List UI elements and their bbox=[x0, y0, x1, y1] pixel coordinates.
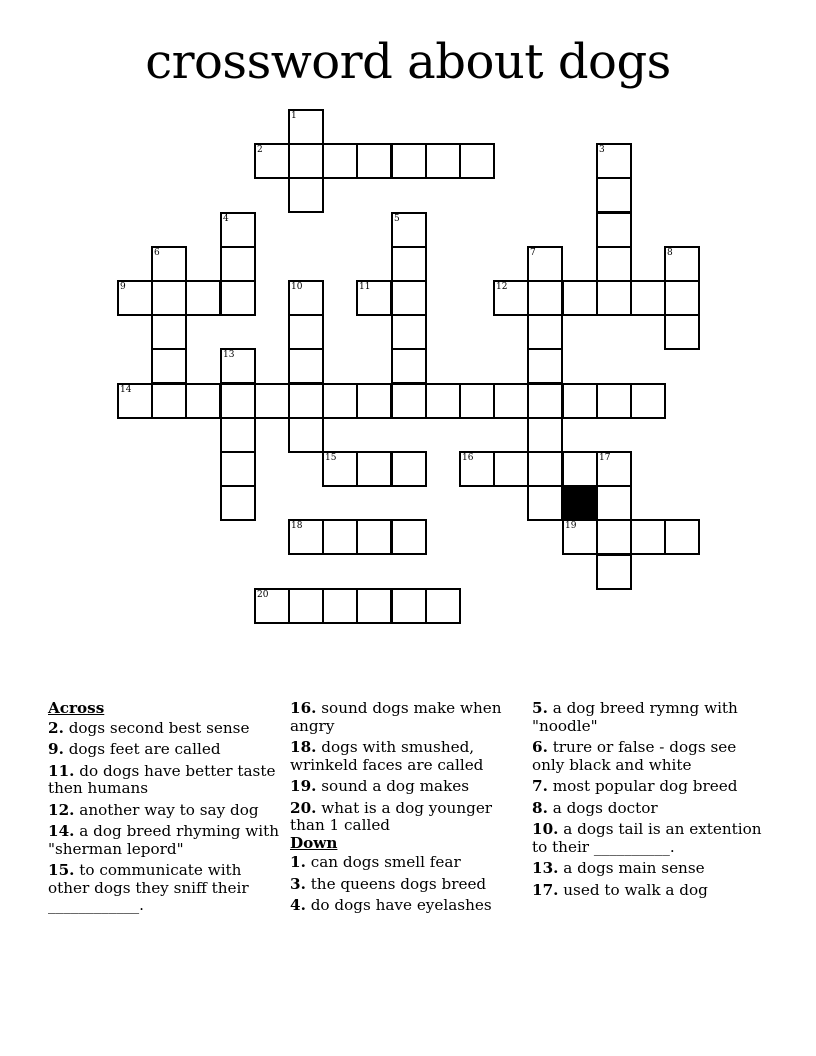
clue-number: 6 bbox=[154, 248, 160, 258]
grid-cell[interactable] bbox=[288, 383, 324, 419]
clue-across-2: 2. dogs second best sense bbox=[48, 718, 250, 737]
grid-cell[interactable] bbox=[391, 588, 427, 624]
grid-cell[interactable] bbox=[322, 143, 358, 179]
grid-cell[interactable] bbox=[425, 383, 461, 419]
grid-cell[interactable] bbox=[527, 485, 563, 521]
grid-cell[interactable] bbox=[493, 383, 529, 419]
clue-across-19: 19. sound a dog makes bbox=[290, 777, 470, 795]
clue-down-3: 3. the queens dogs breed bbox=[290, 874, 487, 893]
grid-cell[interactable] bbox=[391, 143, 427, 179]
grid-cell[interactable] bbox=[220, 348, 256, 384]
grid-cell[interactable] bbox=[220, 212, 256, 248]
grid-cell[interactable] bbox=[117, 383, 153, 419]
grid-cell[interactable] bbox=[288, 348, 324, 384]
clue-number: 4 bbox=[223, 214, 229, 224]
grid-cell[interactable] bbox=[596, 383, 632, 419]
grid-cell[interactable] bbox=[596, 212, 632, 248]
clue-number: 3 bbox=[599, 145, 605, 155]
grid-cell[interactable] bbox=[356, 588, 392, 624]
grid-cell[interactable] bbox=[493, 280, 529, 316]
clue-across-15: 15. to communicate with other dogs they sniff their ____________. bbox=[48, 861, 249, 914]
clue-down-17: 17. used to walk a dog bbox=[532, 880, 708, 899]
clue-across-14: 14. a dog breed rhyming with "sherman lepord" bbox=[48, 822, 280, 858]
grid-cell[interactable] bbox=[391, 383, 427, 419]
grid-cell[interactable] bbox=[220, 383, 256, 419]
grid-cell[interactable] bbox=[527, 314, 563, 350]
clues-column-1 bbox=[48, 700, 280, 919]
grid-cell[interactable] bbox=[151, 348, 187, 384]
grid-cell[interactable] bbox=[391, 519, 427, 555]
clue-across-12: 12. another way to say dog bbox=[48, 800, 259, 819]
grid-cell[interactable] bbox=[391, 246, 427, 282]
grid-cell[interactable] bbox=[391, 451, 427, 487]
grid-cell[interactable] bbox=[493, 451, 529, 487]
clue-down-8: 8. a dogs doctor bbox=[532, 798, 658, 817]
clue-number: 5 bbox=[394, 214, 400, 224]
clue-across-20: 20. what is a dog younger than 1 called bbox=[290, 798, 493, 834]
grid-cell[interactable] bbox=[596, 485, 632, 521]
grid-cell[interactable] bbox=[596, 143, 632, 179]
clue-number: 19 bbox=[565, 521, 577, 531]
grid-cell[interactable] bbox=[151, 383, 187, 419]
grid-cell[interactable] bbox=[322, 451, 358, 487]
clue-number: 12 bbox=[496, 282, 508, 292]
grid-cell[interactable] bbox=[322, 588, 358, 624]
clue-number: 17 bbox=[599, 453, 611, 463]
grid-cell[interactable] bbox=[391, 348, 427, 384]
grid-cell[interactable] bbox=[562, 280, 598, 316]
grid-cell[interactable] bbox=[322, 519, 358, 555]
grid-cell[interactable] bbox=[562, 519, 598, 555]
grid-cell[interactable] bbox=[220, 280, 256, 316]
clue-number: 13 bbox=[223, 350, 235, 360]
grid-cell[interactable] bbox=[288, 314, 324, 350]
black-cell bbox=[562, 485, 598, 521]
grid-cell[interactable] bbox=[596, 280, 632, 316]
clue-down-7: 7. most popular dog breed bbox=[532, 777, 738, 795]
grid-cell[interactable] bbox=[562, 451, 598, 487]
grid-cell[interactable] bbox=[288, 280, 324, 316]
grid-cell[interactable] bbox=[664, 280, 700, 316]
grid-cell[interactable] bbox=[151, 246, 187, 282]
grid-cell[interactable] bbox=[391, 212, 427, 248]
grid-cell[interactable] bbox=[562, 383, 598, 419]
grid-cell[interactable] bbox=[288, 519, 324, 555]
grid-cell[interactable] bbox=[391, 280, 427, 316]
grid-cell[interactable] bbox=[459, 451, 495, 487]
clue-down-4: 4. do dogs have eyelashes bbox=[290, 896, 492, 914]
clues-column-2 bbox=[290, 700, 522, 919]
clue-number: 14 bbox=[120, 385, 132, 395]
grid-cell[interactable] bbox=[630, 519, 666, 555]
grid-cell[interactable] bbox=[596, 519, 632, 555]
clue-across-11: 11. do dogs have better taste then humans bbox=[48, 761, 276, 797]
grid-cell[interactable] bbox=[220, 451, 256, 487]
grid-cell[interactable] bbox=[425, 143, 461, 179]
grid-cell[interactable] bbox=[664, 246, 700, 282]
grid-cell[interactable] bbox=[151, 314, 187, 350]
grid-cell[interactable] bbox=[356, 519, 392, 555]
clue-number: 18 bbox=[291, 521, 303, 531]
clue-down-6: 6. trure or false - dogs see only black and white bbox=[532, 738, 737, 774]
grid-cell[interactable] bbox=[596, 554, 632, 590]
grid-cell[interactable] bbox=[254, 588, 290, 624]
clue-across-18: 18. dogs with smushed, wrinkeld faces are called bbox=[290, 738, 484, 774]
grid-cell[interactable] bbox=[254, 383, 290, 419]
grid-cell[interactable] bbox=[527, 348, 563, 384]
grid-cell[interactable] bbox=[185, 280, 221, 316]
clue-number: 2 bbox=[257, 145, 263, 155]
grid-cell[interactable] bbox=[664, 519, 700, 555]
grid-cell[interactable] bbox=[527, 383, 563, 419]
grid-cell[interactable] bbox=[151, 280, 187, 316]
grid-cell[interactable] bbox=[322, 383, 358, 419]
page-title: crossword about dogs bbox=[145, 34, 671, 90]
grid-cell[interactable] bbox=[356, 451, 392, 487]
grid-cell[interactable] bbox=[356, 383, 392, 419]
clue-down-10: 10. a dogs tail is an extention to their __________. bbox=[532, 820, 762, 856]
grid-cell[interactable] bbox=[527, 451, 563, 487]
clue-number: 20 bbox=[257, 590, 269, 600]
grid-cell[interactable] bbox=[459, 143, 495, 179]
clue-down-13: 13. a dogs main sense bbox=[532, 859, 705, 877]
grid-cell[interactable] bbox=[356, 280, 392, 316]
grid-cell[interactable] bbox=[185, 383, 221, 419]
grid-cell[interactable] bbox=[630, 280, 666, 316]
clue-number: 11 bbox=[359, 282, 371, 292]
clue-number: 15 bbox=[325, 453, 337, 463]
grid-cell[interactable] bbox=[117, 280, 153, 316]
clues-column-3 bbox=[532, 700, 764, 903]
grid-cell[interactable] bbox=[527, 417, 563, 453]
grid-cell[interactable] bbox=[288, 588, 324, 624]
grid-cell[interactable] bbox=[527, 280, 563, 316]
grid-cell[interactable] bbox=[220, 485, 256, 521]
clue-number: 9 bbox=[120, 282, 126, 292]
grid-cell[interactable] bbox=[527, 246, 563, 282]
grid-cell[interactable] bbox=[596, 451, 632, 487]
grid-cell[interactable] bbox=[288, 177, 324, 213]
clue-down-1: 1. can dogs smell fear bbox=[290, 853, 461, 871]
clue-number: 10 bbox=[291, 282, 303, 292]
clue-number: 1 bbox=[291, 111, 297, 121]
clue-number: 8 bbox=[667, 248, 673, 258]
clue-number: 16 bbox=[462, 453, 474, 463]
grid-cell[interactable] bbox=[288, 143, 324, 179]
clue-down-5: 5. a dog breed rymng with "noodle" bbox=[532, 699, 738, 735]
grid-cell[interactable] bbox=[254, 143, 290, 179]
grid-cell[interactable] bbox=[220, 417, 256, 453]
grid-cell[interactable] bbox=[288, 109, 324, 145]
down-heading: Down bbox=[290, 833, 338, 852]
grid-cell[interactable] bbox=[356, 143, 392, 179]
grid-cell[interactable] bbox=[391, 314, 427, 350]
grid-cell[interactable] bbox=[630, 383, 666, 419]
grid-cell[interactable] bbox=[664, 314, 700, 350]
grid-cell[interactable] bbox=[459, 383, 495, 419]
grid-cell[interactable] bbox=[596, 177, 632, 213]
clue-number: 7 bbox=[530, 248, 536, 258]
grid-cell[interactable] bbox=[288, 417, 324, 453]
clue-across-16: 16. sound dogs make when angry bbox=[290, 699, 502, 735]
grid-cell[interactable] bbox=[220, 246, 256, 282]
clue-across-9: 9. dogs feet are called bbox=[48, 740, 221, 758]
grid-cell[interactable] bbox=[425, 588, 461, 624]
grid-cell[interactable] bbox=[596, 246, 632, 282]
across-heading: Across bbox=[48, 699, 105, 717]
